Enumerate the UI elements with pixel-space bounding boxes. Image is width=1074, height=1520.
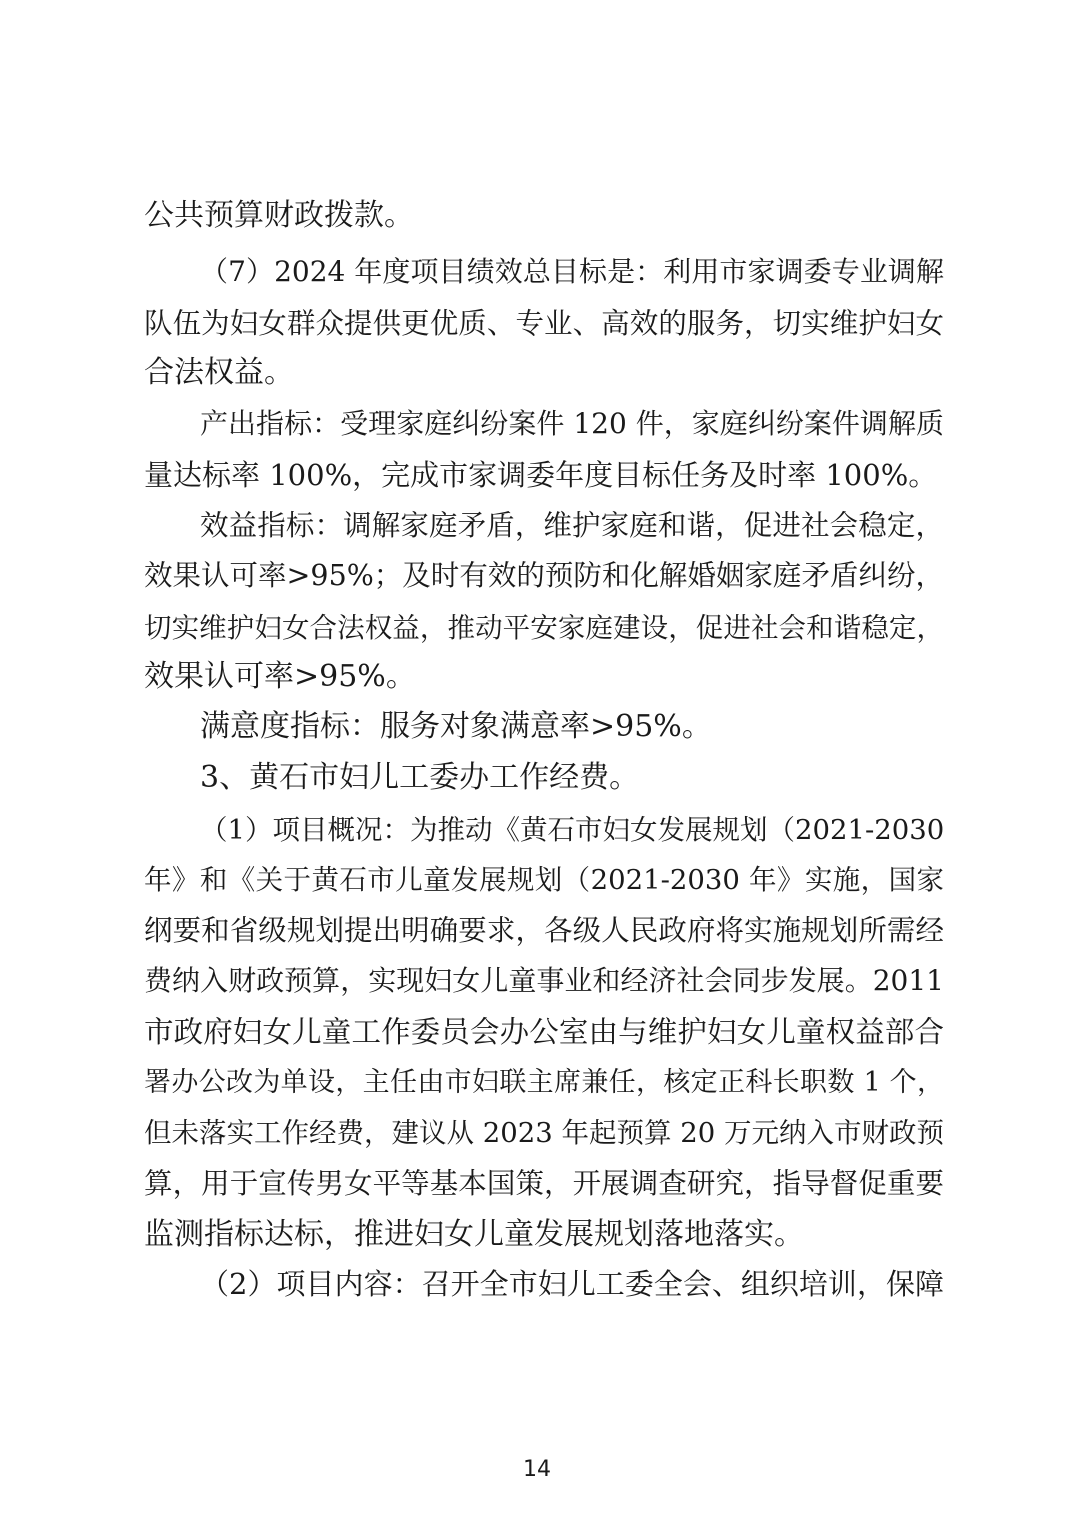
text-line: 纲要和省级规划提出明确要求，各级人民政府将实施规划所需经 — [144, 914, 944, 947]
text-line: （7）2024 年度项目绩效总目标是：利用市家调委专业调解 — [200, 255, 944, 288]
text-line: 效果认可率>95%。 — [144, 659, 416, 694]
text-line: 算，用于宣传男女平等基本国策，开展调查研究，指导督促重要 — [144, 1167, 944, 1200]
text-line: 3、黄石市妇儿工委办工作经费。 — [200, 760, 640, 795]
page-number: 14 — [523, 1457, 551, 1482]
text-line: 公共预算财政拨款。 — [144, 198, 414, 233]
text-line: 监测指标达标，推进妇女儿童发展规划落地落实。 — [144, 1217, 804, 1252]
text-line: 合法权益。 — [144, 355, 294, 390]
text-line: 但未落实工作经费，建议从 2023 年起预算 20 万元纳入市财政预 — [144, 1117, 944, 1149]
text-line: （1）项目概况：为推动《黄石市妇女发展规划（2021-2030 — [200, 814, 945, 846]
text-line: 满意度指标：服务对象满意率>95%。 — [200, 709, 712, 744]
text-line: 效果认可率>95%；及时有效的预防和化解婚姻家庭矛盾纠纷， — [144, 559, 944, 592]
text-line: 年》和《关于黄石市儿童发展规划（2021-2030 年》实施，国家 — [144, 864, 944, 896]
text-line: 市政府妇女儿童工作委员会办公室由与维护妇女儿童权益部合 — [144, 1015, 944, 1049]
text-line: 署办公改为单设，主任由市妇联主席兼任，核定正科长职数 1 个， — [144, 1067, 944, 1098]
text-line: 量达标率 100%，完成市家调委年度目标任务及时率 100%。 — [144, 458, 938, 492]
text-line: 效益指标：调解家庭矛盾，维护家庭和谐，促进社会稳定， — [200, 509, 944, 542]
text-line: 队伍为妇女群众提供更优质、专业、高效的服务，切实维护妇女 — [144, 307, 944, 340]
text-line: 切实维护妇女合法权益，推动平安家庭建设，促进社会和谐稳定， — [144, 612, 944, 644]
text-line: 产出指标：受理家庭纠纷案件 120 件，家庭纠纷案件调解质 — [200, 407, 944, 440]
text-line: 费纳入财政预算，实现妇女儿童事业和经济社会同步发展。2011 — [144, 964, 944, 997]
text-line: （2）项目内容：召开全市妇儿工委全会、组织培训，保障 — [200, 1267, 944, 1301]
